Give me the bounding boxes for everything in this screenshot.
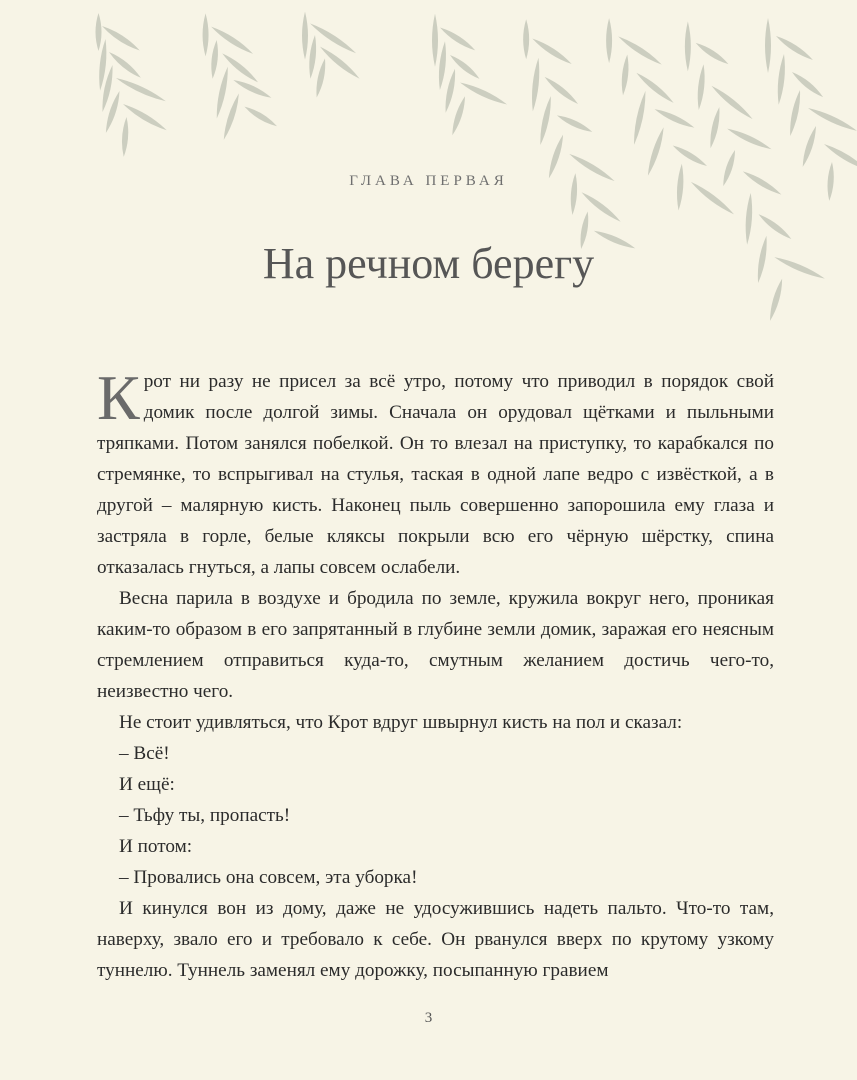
willow-leaf [774, 33, 814, 62]
willow-leaf [631, 90, 648, 145]
willow-leaf [776, 54, 787, 105]
willow-leaf [531, 36, 574, 67]
willow-leaf [800, 125, 819, 168]
willow-leaf [606, 18, 612, 63]
willow-leaf [694, 40, 730, 66]
willow-leaf [243, 104, 279, 129]
willow-leaf [115, 75, 167, 104]
willow-leaf [523, 19, 529, 59]
willow-leaf [787, 89, 803, 136]
willow-leaf [210, 40, 220, 79]
willow-leaf [708, 107, 723, 149]
paragraph: – Всё! [119, 743, 170, 764]
willow-leaf [96, 13, 102, 51]
willow-leaf [634, 70, 675, 105]
willow-leaf [100, 23, 141, 53]
willow-leaf [121, 101, 168, 132]
paragraph: И ещё: [119, 774, 175, 795]
paragraph [97, 362, 774, 583]
drop-cap: К [97, 362, 140, 433]
willow-leaf [537, 96, 553, 146]
willow-leaf [765, 18, 771, 73]
willow-leaf [437, 41, 448, 90]
willow-leaf [617, 34, 664, 67]
willow-leaf [822, 141, 857, 172]
willow-leaf [620, 54, 630, 95]
willow-leaf [645, 126, 666, 176]
willow-leaf [314, 58, 328, 98]
willow-leaf [449, 95, 467, 136]
willow-leaf [221, 92, 242, 140]
paragraph: – Тьфу ты, пропасть! [119, 805, 291, 826]
willow-leaf [214, 66, 231, 119]
willow-leaf [696, 64, 707, 110]
willow-leaf [543, 75, 580, 107]
paragraph: И потом: [119, 836, 193, 857]
willow-leaf [459, 80, 509, 107]
willow-leaf [726, 126, 773, 152]
willow-leaf [653, 106, 695, 130]
willow-leaf [757, 212, 793, 241]
willow-leaf [432, 14, 438, 67]
paragraph: Не стоит удивляться, что Крот вдруг швырнул кисть на пол и сказал: [119, 712, 683, 733]
willow-leaf [671, 143, 708, 169]
willow-leaf [307, 35, 318, 79]
willow-leaf [443, 68, 458, 113]
willow-leaf [203, 13, 209, 56]
paragraph: И кинулся вон из дому, даже не удосужившись надеть пальто. Что-то там, наверху, звало его и требовало к себе. Он рванулся вверх по крутому узкому туннелю. Туннель заменял ему дорожку, посыпанную гравием [97, 898, 774, 981]
chapter-title: На речном берегу [262, 239, 595, 288]
chapter-label: ГЛАВА ПЕРВАЯ [349, 173, 508, 189]
willow-leaf [790, 70, 825, 100]
page-number: 3 [424, 1010, 433, 1026]
willow-leaf [302, 12, 308, 60]
willow-leaf [107, 50, 143, 80]
willow-leaf [556, 113, 594, 135]
willow-leaf [530, 57, 542, 111]
paragraph: – Провались она совсем, эта уборка! [119, 867, 418, 888]
paragraph: Весна парила в воздухе и бродила по земле, кружила вокруг него, проникая каким-то образом в его запрятанный в глубине земли домик, заражая его неясным стремлением отправиться куда-то, смутным желанием достичь чего-то, неизвестно чего. [97, 588, 774, 702]
paragraph-text: рот ни разу не присел за всё утро, потому что приводил в порядок свой домик после долгой зимы. Сначала он орудовал щётками и пыльными тряпками. Потом занялся побелкой. Он то влезал на приступку, то карабкался по стремянке, то вспрыгивал на стулья, таская в одной лапе ведро с извёсткой, а в другой – малярную кисть. Наконец пыль совершенно запорошила ему глаза и застряла в горле, белые кляксы покрыли всю его чёрную шёрстку, спина отказалась гнуться, а лапы совсем ослабели. [97, 371, 774, 578]
chapter-body [97, 362, 774, 986]
willow-leaf [121, 117, 130, 157]
willow-leaf [685, 21, 691, 71]
